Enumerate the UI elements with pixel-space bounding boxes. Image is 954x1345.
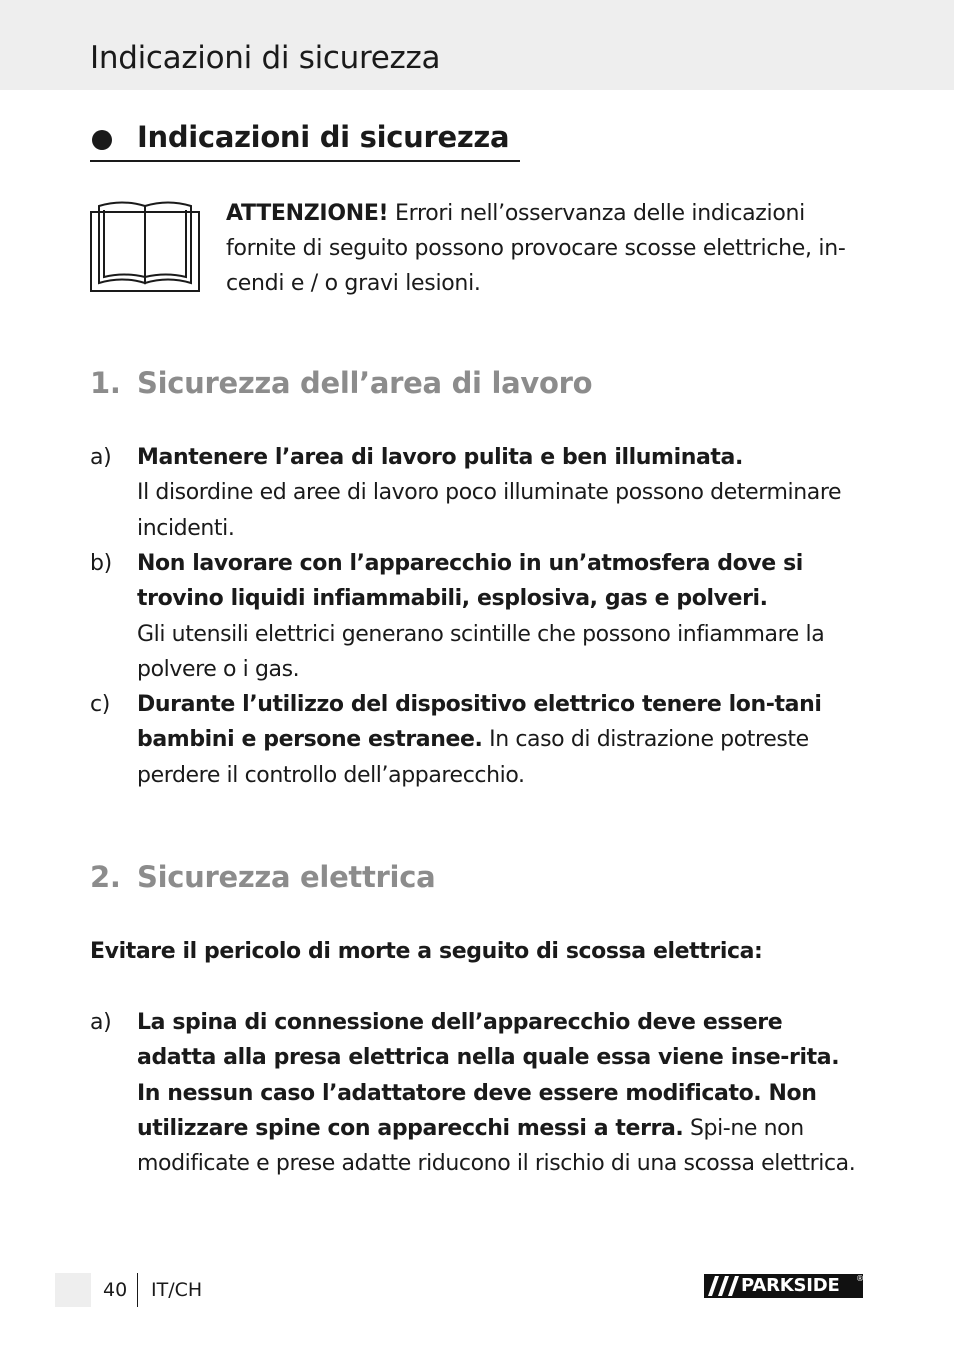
footer-marker (55, 1273, 91, 1307)
page-header-title: Indicazioni di sicurezza (90, 40, 441, 76)
section-intro: Evitare il pericolo di morte a seguito di scossa elettrica: (90, 939, 763, 964)
parkside-logo (704, 1274, 863, 1298)
footer-language: IT/CH (151, 1279, 203, 1301)
list-item (90, 440, 865, 546)
section-title: Sicurezza elettrica (137, 860, 436, 894)
list-item-text: Il disordine ed aree di lavoro poco illuminate possono determinare incidenti. (137, 480, 842, 541)
list-item-bold: Mantenere l’area di lavoro pulita e ben illuminata. (137, 445, 743, 470)
footer-divider (137, 1273, 138, 1307)
list-item (90, 546, 865, 687)
logo-text: PARKSIDE (741, 1275, 840, 1296)
list-item-letter: b) (90, 551, 112, 576)
section-heading-electrical (90, 860, 435, 894)
logo-stripes-icon (708, 1276, 740, 1296)
list-item-bold: Non lavorare con l’apparecchio in un’atmosfera dove si trovino liquidi infiammabili, esplosiva, gas e polveri. (137, 551, 803, 612)
section-number: 1. (90, 366, 121, 400)
list-item-bold: La spina di connessione dell’apparecchio deve essere adatta alla presa elettrica nella quale essa viene inse-rita. In nessun caso l’adattatore deve essere modificato. Non utilizzare spine con apparecchi messi a terra. (137, 1010, 840, 1141)
logo-registered-mark: ® (856, 1274, 864, 1283)
main-heading (90, 118, 520, 162)
page-number: 40 (103, 1279, 128, 1301)
list-item-letter: c) (90, 692, 110, 717)
bullet-dot-icon (92, 130, 112, 150)
warning-text (226, 196, 851, 301)
list-item (90, 1005, 865, 1181)
list-item-text: Spi-ne non modificate e prese adatte riducono il rischio di una scossa elettrica. (137, 1115, 856, 1177)
section-heading-work-area (90, 366, 592, 400)
section-title: Sicurezza dell’area di lavoro (137, 366, 593, 400)
main-heading-text: Indicazioni di sicurezza (137, 120, 510, 154)
list-item (90, 687, 865, 793)
manual-book-icon (90, 197, 200, 293)
warning-label: ATTENZIONE! (226, 201, 389, 226)
warning-description: Errori nell’osservanza delle indicazioni fornite di seguito possono provocare scosse elettriche, in-cendi e / o gravi lesioni. (226, 201, 846, 296)
list-item-letter: a) (90, 445, 112, 470)
list-item-letter: a) (90, 1010, 112, 1035)
list-item-bold: Durante l’utilizzo del dispositivo elettrico tenere lon-tani bambini e persone estranee. (137, 692, 822, 753)
list-item-text: Gli utensili elettrici generano scintille che possono infiammare la polvere o i gas. (137, 621, 825, 682)
list-item-text: In caso di distrazione potreste perdere il controllo dell’apparecchio. (137, 727, 809, 788)
section-number: 2. (90, 860, 121, 894)
